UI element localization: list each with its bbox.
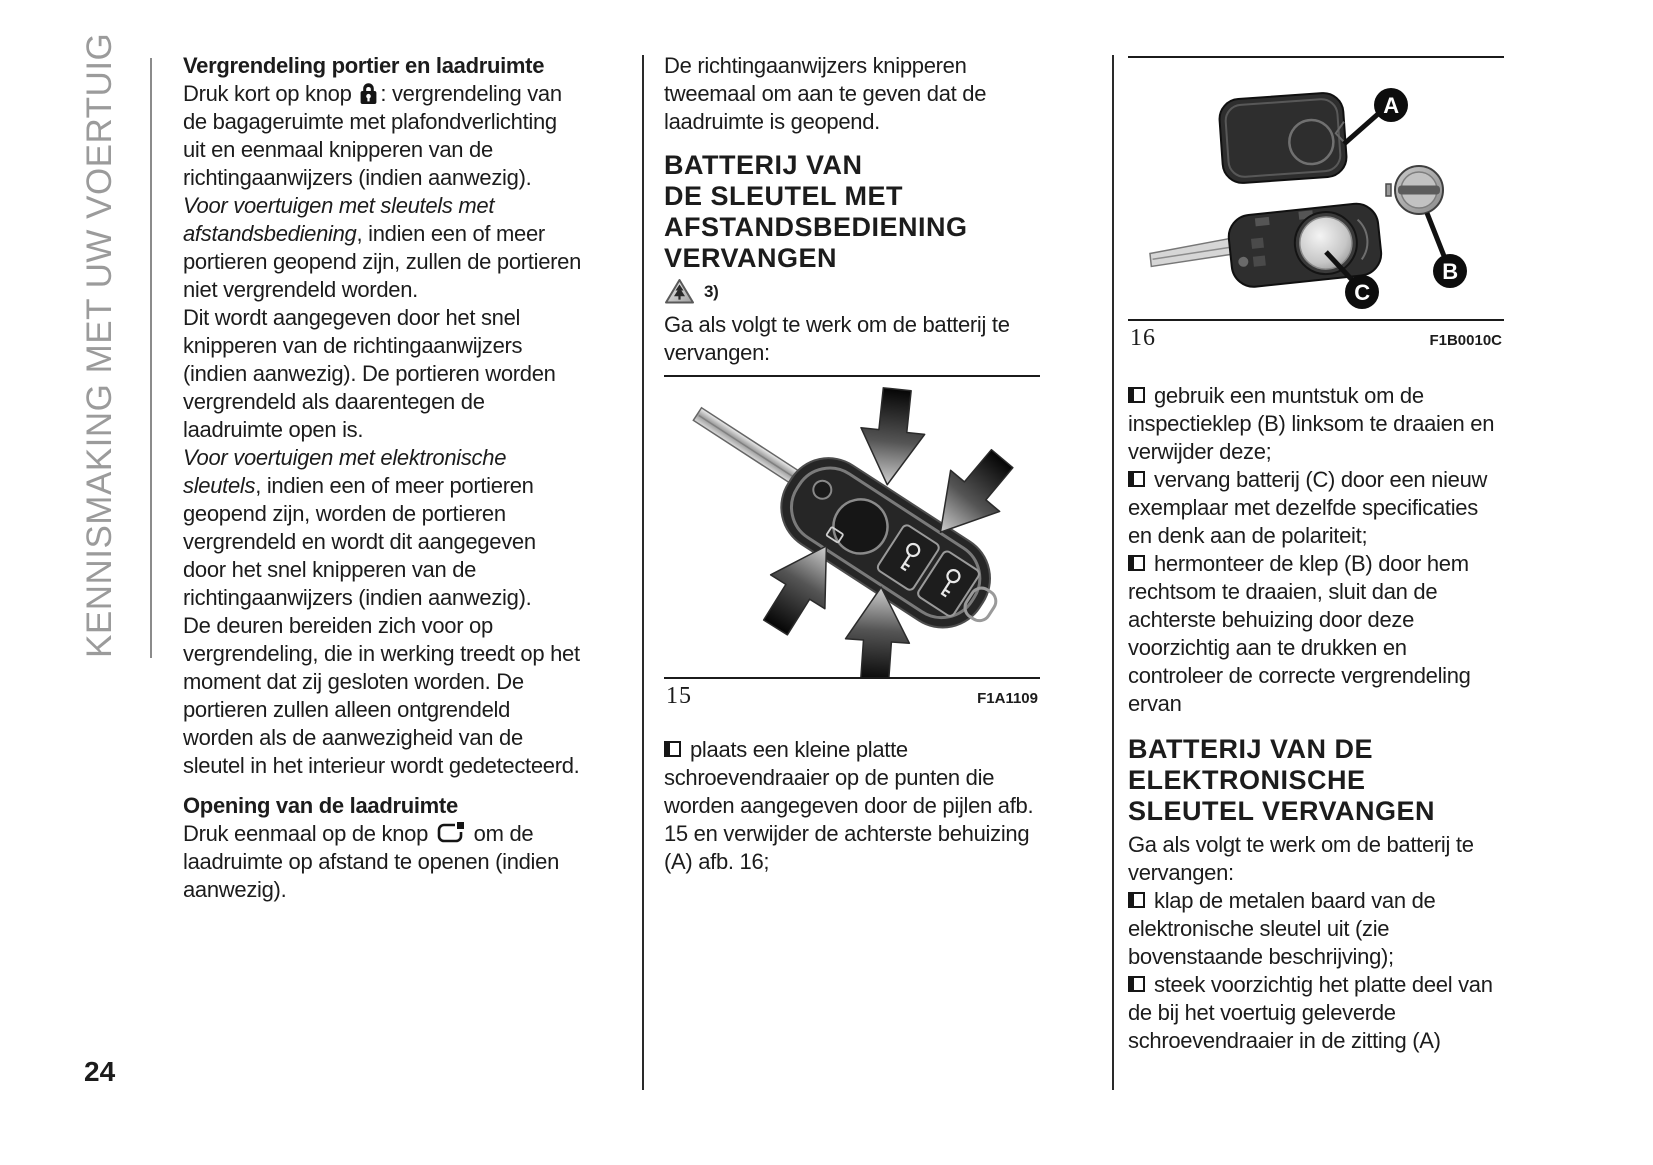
square-bullet-icon <box>1128 976 1145 992</box>
instruction-item: hermonteer de klep (B) door hem rechtsom te draaien, sluit dan de achterste behuizing door deze voorzichtig aan te drukken en controleer de correcte vergrendeling ervan <box>1128 551 1471 716</box>
paragraph: De deuren bereiden zich voor op vergrendeling, die in werking treedt op het moment dat zij gesloten worden. De portieren zullen alleen ontgrendeld worden als de aanwezigheid van de sleutel in het interieur wordt gedetecteerd. <box>183 613 580 778</box>
square-bullet-icon <box>1128 892 1145 908</box>
main-heading: BATTERIJ VAN DE ELEKTRONISCHE SLEUTEL VERVANGEN <box>1128 734 1436 826</box>
paragraph: Voor voertuigen met sleutels met afstandsbediening, indien een of meer portieren geopend zijn, zullen de portieren niet vergrendeld worden. <box>183 193 582 302</box>
square-bullet-icon <box>664 741 681 757</box>
callout-c-label: C <box>1354 280 1370 305</box>
key-fob-illustration <box>664 377 1040 677</box>
paragraph: Dit wordt aangegeven door het snel knipperen van de richtingaanwijzers (indien aanwezig). De portieren worden vergrendeld als daarentegen de laadruimte open is. <box>183 305 556 442</box>
figure-number: 15 <box>666 683 692 709</box>
sidebar-rule <box>150 58 152 658</box>
paragraph: De richtingaanwijzers knipperen tweemaal om aan te geven dat de laadruimte is geopend. <box>664 53 987 134</box>
instruction-item: plaats een kleine platte schroevendraaier op de punten die worden aangegeven door de pijlen afb. 15 en verwijder de achterste behuizing (A) afb. 16; <box>664 737 1034 874</box>
section-heading: Vergrendeling portier en laadruimte <box>183 53 545 78</box>
sidebar-chapter-title: KENNISMAKING MET UW VOERTUIG <box>80 32 119 658</box>
instruction-item: steek voorzichtig het platte deel van de bij het voertuig geleverde schroevendraaier in de zitting (A) <box>1128 972 1493 1053</box>
figure-15 <box>664 375 1040 714</box>
lock-icon <box>359 81 378 105</box>
square-bullet-icon <box>1128 387 1145 403</box>
column-divider-right <box>1112 55 1114 1090</box>
instruction-item: klap de metalen baard van de elektronische sleutel uit (zie bovenstaande beschrijving); <box>1128 888 1436 969</box>
square-bullet-icon <box>1128 471 1145 487</box>
figure-caption <box>1128 319 1504 356</box>
column-divider-left <box>642 55 644 1090</box>
middle-column <box>664 52 1040 876</box>
paragraph: Ga als volgt te werk om de batterij te vervangen: <box>1128 832 1474 885</box>
callout-a-line <box>1344 114 1378 144</box>
figure-code: F1A1109 <box>977 690 1038 707</box>
instruction-item: vervang batterij (C) door een nieuw exemplaar met dezelfde specificaties en denk aan de polariteit; <box>1128 467 1488 548</box>
eco-triangle-icon <box>664 278 695 306</box>
callout-a <box>1374 88 1408 122</box>
callout-a-label: A <box>1383 93 1399 118</box>
callout-c <box>1345 275 1379 309</box>
right-column <box>1128 56 1504 1055</box>
key-back-cover <box>1218 92 1348 184</box>
page-number: 24 <box>84 1056 116 1087</box>
main-heading: BATTERIJ VAN DE SLEUTEL MET AFSTANDSBEDIENING VERVANGEN <box>664 150 968 273</box>
note-reference: 3) <box>704 282 719 301</box>
section-heading: Opening van de laadruimte <box>183 793 458 818</box>
figure-code: F1B0010C <box>1429 332 1502 349</box>
figure-caption <box>664 677 1040 714</box>
paragraph: Ga als volgt te werk om de batterij te vervangen: <box>664 312 1010 365</box>
paragraph: Druk eenmaal op de knop om de laadruimte op afstand te openen (indien aanwezig). <box>183 821 560 902</box>
callout-b-line <box>1427 213 1444 256</box>
figure-16 <box>1128 56 1504 356</box>
square-bullet-icon <box>1128 555 1145 571</box>
callout-b-label: B <box>1442 259 1458 284</box>
environment-note <box>664 278 1040 306</box>
inspection-cap <box>1386 166 1443 214</box>
key-parts-illustration <box>1128 58 1504 319</box>
trunk-open-button-icon <box>436 821 466 845</box>
figure-number: 16 <box>1130 325 1156 351</box>
arrow-top-icon <box>855 386 929 488</box>
paragraph: Druk kort op knop : vergrendeling van de bagageruimte met plafondverlichting uit en eenmaal knipperen van de richtingaanwijzers (indien aanwezig). <box>183 81 562 190</box>
instruction-item: gebruik een muntstuk om de inspectieklep (B) linksom te draaien en verwijder deze; <box>1128 383 1495 464</box>
paragraph: Voor voertuigen met elektronische sleutels, indien een of meer portieren geopend zijn, worden de portieren vergrendeld en wordt dit aangegeven door het snel knipperen van de richtingaanwijzers (indien aanwezig). <box>183 445 536 610</box>
callout-b <box>1433 254 1467 288</box>
left-column <box>183 52 583 904</box>
